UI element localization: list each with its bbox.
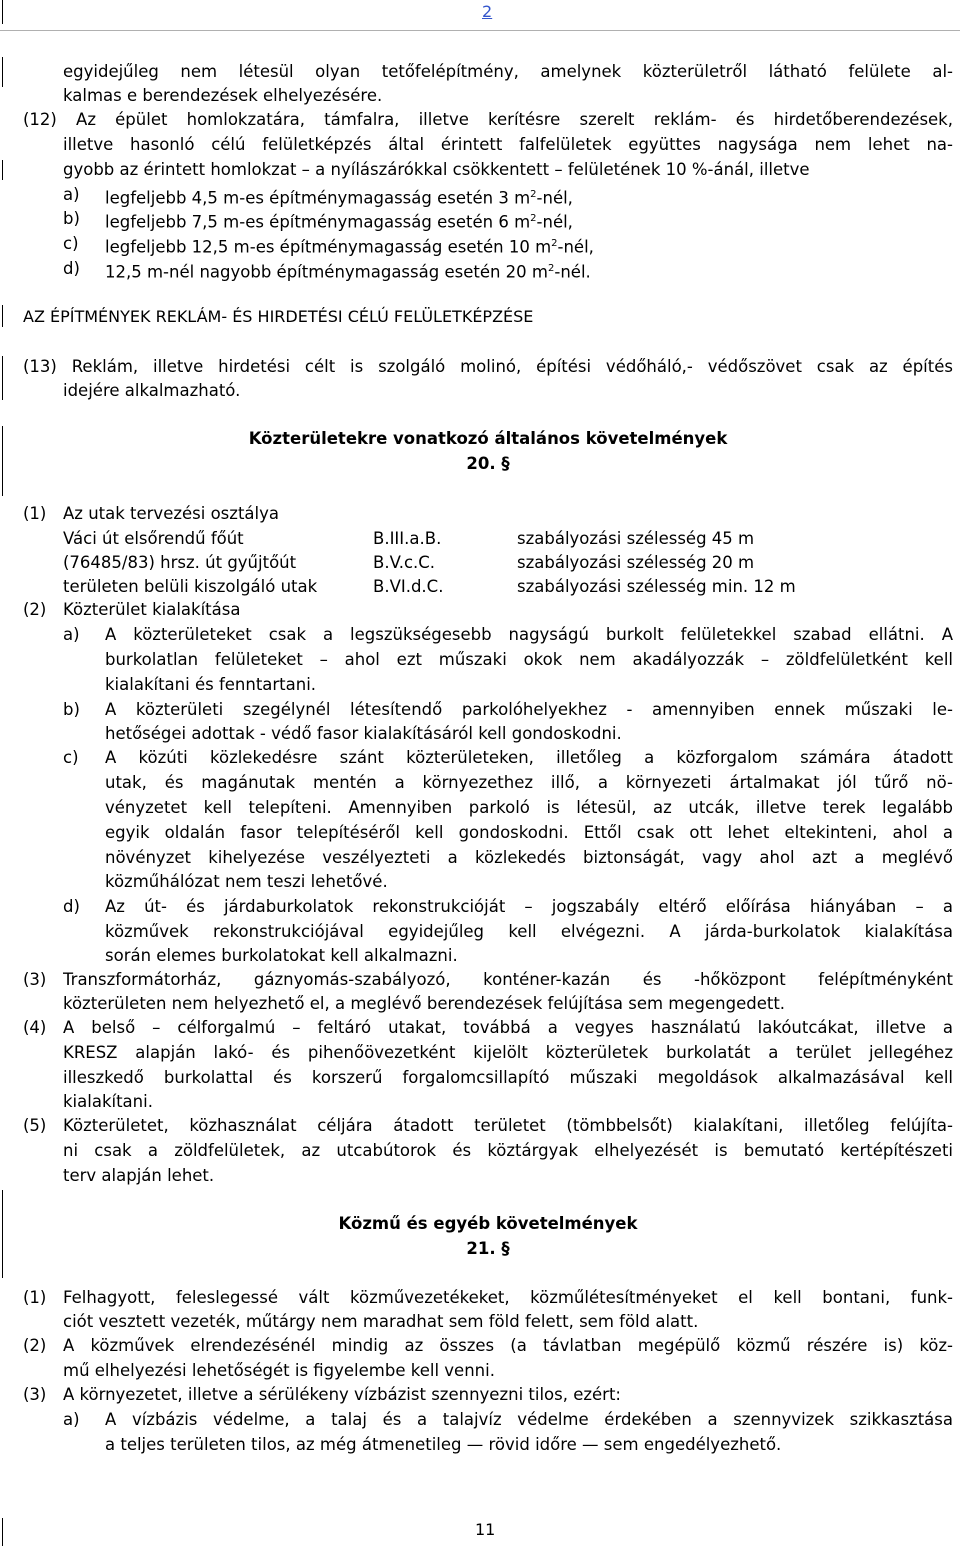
text-line: egyik oldalán fasor telepítéséről kell gondoskodni. Ettől csak ott lehet eltekinteni, ahol a: [105, 823, 953, 842]
list-item-label: a): [63, 185, 80, 204]
paragraph-label: (1): [23, 504, 47, 523]
page-number: 11: [475, 1520, 496, 1539]
revision-bar: [2, 1518, 3, 1546]
section-heading-caps: AZ ÉPÍTMÉNYEK REKLÁM- ÉS HIRDETÉSI CÉLÚ FELÜLETKÉPZÉSE: [23, 307, 534, 326]
road-name: területen belüli kiszolgáló utak: [63, 577, 318, 596]
text-line: kialakítani és fenntartani.: [105, 675, 317, 694]
paragraph-label: (4): [23, 1018, 47, 1037]
text-line: hetőségei adottak - védő fasor kialakításáról kell gondoskodni.: [105, 724, 622, 743]
revision-bar: [2, 305, 3, 327]
list-item-label: a): [63, 1410, 80, 1429]
paragraph-label: (3): [23, 970, 47, 989]
text-line: kialakítani.: [63, 1092, 153, 1111]
text-line: terv alapján lehet.: [63, 1166, 215, 1185]
text-line: burkolatlan felületeket – ahol ezt műszaki okok nem akadályozzák – zöldfelületként kell: [105, 650, 953, 669]
text-line: ciót vesztett vezeték, műtárgy nem maradhat sem föld felett, sem föld alatt.: [63, 1312, 699, 1331]
paragraph-label: (5): [23, 1116, 47, 1135]
road-width: szabályozási szélesség min. 12 m: [517, 577, 796, 596]
list-item-label: c): [63, 234, 79, 253]
text-line: egyidejűleg nem létesül olyan tetőfelépítmény, amelynek közterületről látható felülete al-: [63, 62, 953, 81]
text-line: növényzet kihelyezése veszélyezteti a közlekedés biztonságát, vagy ahol azt a meglévő: [105, 848, 953, 867]
list-item: 12,5 m-nél nagyobb építménymagasság esetén 20 $m^2$-nél.: [105, 262, 591, 282]
text-line: ni csak a zöldfelületek, az utcabútorok és köztárgyak elhelyezését is bemutató kertépítészeti: [63, 1141, 953, 1160]
text-line: illetve hasonló célú felületképzés által érintett falfelületek együttes nagysága nem lehet na-: [63, 135, 953, 154]
text-line: A közterületeket csak a legszükségesebb nagyságú burkolt felületekkel szabad ellátni. A: [105, 625, 953, 644]
text-line: közművek rekonstrukciójával egyidejűleg kell elvégezni. A járda-burkolatok kialakítása: [105, 922, 953, 941]
text-line: gyobb az érintett homlokzat – a nyílászárókkal csökkentett – felületének 10 %-ánál, illetve: [63, 160, 810, 179]
text-line: (13) Reklám, illetve hirdetési célt is szolgáló molinó, építési védőháló,- védőszövet csak az építés: [23, 357, 953, 376]
road-width: szabályozási szélesség 45 m: [517, 529, 755, 548]
text-line: A közterületi szegélynél létesítendő parkolóhelyekhez - amennyiben ennek műszaki le-: [105, 700, 953, 719]
paragraph-title: Közterület kialakítása: [63, 600, 241, 619]
header-page-marker[interactable]: 2: [482, 2, 493, 21]
paragraph-label: (1): [23, 1288, 47, 1307]
road-class-code: B.V.c.C.: [373, 553, 436, 572]
text-line: mű elhelyezési lehetőségét is figyelembe kell venni.: [63, 1361, 495, 1380]
text-line: KRESZ alapján lakó- és pihenőövezetként kijelölt közterületek burkolatát a terület jellegéhez: [63, 1043, 953, 1062]
text-line: Közterületet, közhasználat céljára átadott területet (tömbbelsőt) kialakítani, illetőleg felújíta-: [63, 1116, 953, 1135]
paragraph-label: (3): [23, 1385, 47, 1404]
text-line: idejére alkalmazható.: [63, 381, 241, 400]
list-item-label: c): [63, 748, 79, 767]
text-line: közműhálózat nem teszi lehetővé.: [105, 872, 388, 891]
paragraph-title: Az utak tervezési osztálya: [63, 504, 279, 523]
section-heading-title: Közterületekre vonatkozó általános követelmények: [248, 429, 728, 448]
text-line: A vízbázis védelme, a talaj és a talajvíz védelme érdekében a szennyvizek szikkasztása: [105, 1410, 953, 1429]
section-number: 20. §: [466, 454, 510, 473]
road-class-code: B.III.a.B.: [373, 529, 442, 548]
text-line: A közúti közlekedésre szánt közterületeken, illetőleg a közforgalom számára átadott: [105, 748, 953, 767]
list-item: legfeljebb 12,5 m-es építménymagasság esetén 10 $m^2$-nél,: [105, 237, 594, 257]
paragraph-label: (2): [23, 600, 47, 619]
road-name: Váci út elsőrendű főút: [63, 529, 244, 548]
text-line: illeszkedő burkolattal és korszerű forgalomcsillapító műszaki megoldások alkalmazásával kell: [63, 1068, 953, 1087]
text-line: (12) Az épület homlokzatára, támfalra, illetve kerítésre szerelt reklám- és hirdetőberendezések,: [23, 110, 953, 129]
text-line: Felhagyott, feleslegessé vált közművezetékeket, közműlétesítményeket el kell bontani, funk-: [63, 1288, 953, 1307]
section-heading-title: Közmű és egyéb követelmények: [338, 1214, 638, 1233]
text-line: A belső – célforgalmú – feltáró utakat, továbbá a vegyes használatú lakóutcákat, illetve a: [63, 1018, 953, 1037]
text-line: vényzetet kell telepíteni. Amennyiben parkoló is létesül, az utcák, illetve terek legalább: [105, 798, 953, 817]
list-item-label: d): [63, 259, 80, 278]
road-class-code: B.VI.d.C.: [373, 577, 444, 596]
paragraph-title: A környezetet, illetve a sérülékeny vízbázist szennyezni tilos, ezért:: [63, 1385, 621, 1404]
revision-bar: [2, 160, 3, 180]
paragraph-label: (2): [23, 1336, 47, 1355]
text-line: közterületen nem helyezhető el, a meglévő berendezések felújítása sem megengedett.: [63, 994, 786, 1013]
list-item-label: d): [63, 897, 80, 916]
text-line: kalmas e berendezések elhelyezésére.: [63, 86, 383, 105]
text-line: Az út- és járdaburkolatok rekonstrukcióját – jogszabály eltérő előírása hiányában – a: [105, 897, 953, 916]
revision-bar: [2, 0, 3, 24]
list-item-label: b): [63, 209, 80, 228]
revision-bar: [2, 356, 3, 400]
revision-bar: [2, 57, 3, 87]
text-line: A közművek elrendezésénél mindig az összes (a távlatban megépülő közmű részére is) köz-: [63, 1336, 953, 1355]
text-line: a teljes területen tilos, az még átmenetileg — rövid időre — sem engedélyezhető.: [105, 1435, 782, 1454]
list-item-label: b): [63, 700, 80, 719]
section-number: 21. §: [466, 1239, 510, 1258]
road-name: (76485/83) hrsz. út gyűjtőút: [63, 553, 297, 572]
text-line: Transzformátorház, gáznyomás-szabályozó, konténer-kazán és -hőközpont felépítményként: [63, 970, 953, 989]
list-item: legfeljebb 7,5 m-es építménymagasság esetén 6 $m^2$-nél,: [105, 212, 573, 232]
text-line: utak, és magánutak mentén a környezethez illő, a környezeti ártalmakat jól tűrő nö-: [105, 773, 953, 792]
list-item-label: a): [63, 625, 80, 644]
list-item: legfeljebb 4,5 m-es építménymagasság esetén 3 $m^2$-nél,: [105, 188, 573, 208]
road-width: szabályozási szélesség 20 m: [517, 553, 755, 572]
header-rule: [0, 30, 960, 31]
text-line: során elemes burkolatokat kell alkalmazni.: [105, 946, 458, 965]
